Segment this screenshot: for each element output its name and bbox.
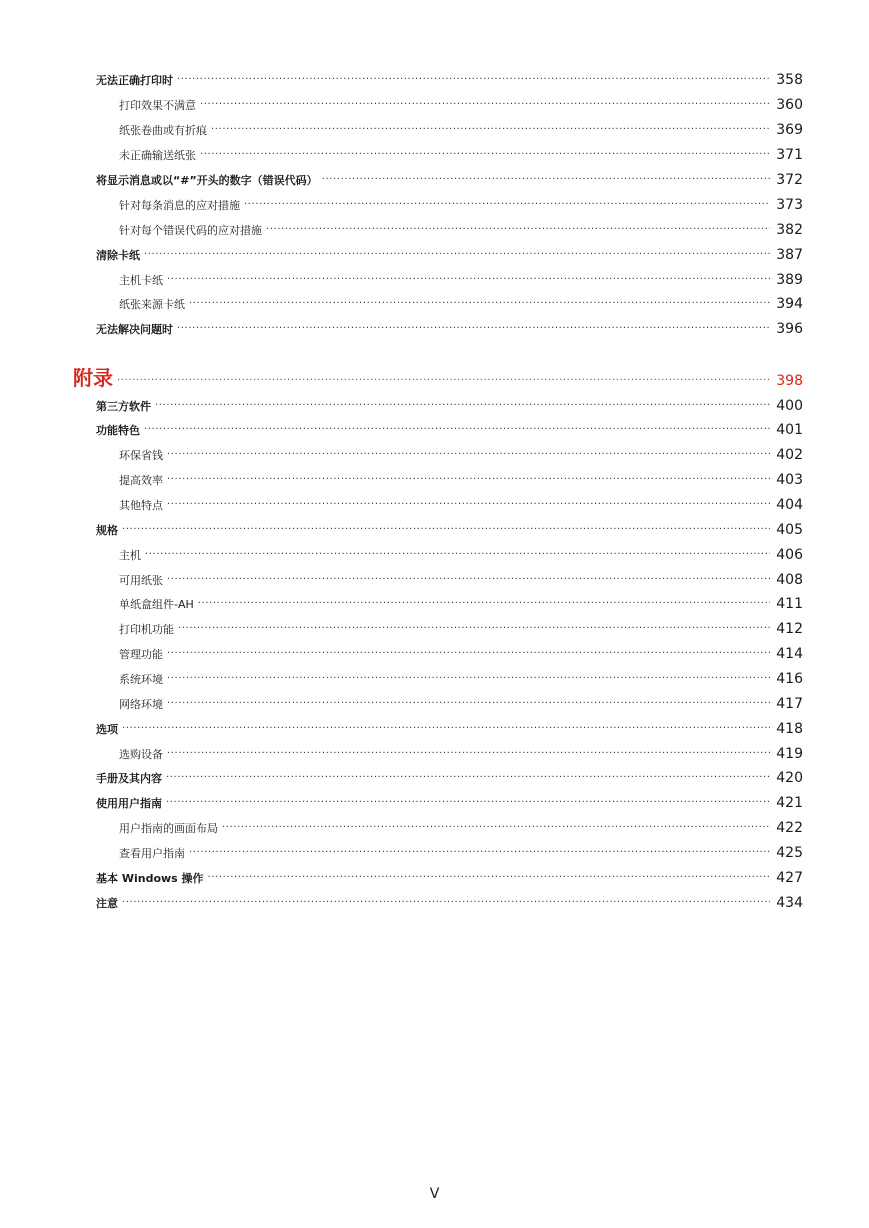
toc-entry-title: 纸张来源卡纸	[119, 298, 185, 312]
toc-entry[interactable]	[96, 394, 803, 414]
toc-entry-title: 单纸盒组件-AH	[119, 598, 194, 612]
toc-entry[interactable]	[96, 68, 803, 88]
toc-entry-title: 将显示消息或以“#”开头的数字（错误代码）	[96, 174, 318, 188]
toc-entry-title: 选购设备	[119, 748, 163, 762]
toc-entry[interactable]	[96, 717, 803, 737]
dot-leader	[155, 394, 770, 410]
toc-entry-title: 针对每个错误代码的应对措施	[119, 224, 262, 238]
toc-entry[interactable]	[119, 493, 803, 513]
toc-entry-page: 389	[776, 272, 803, 289]
dot-leader	[167, 642, 770, 658]
dot-leader	[166, 766, 770, 782]
toc-entry[interactable]	[96, 418, 803, 438]
toc-entry-title: 纸张卷曲或有折痕	[119, 124, 207, 138]
toc-entry-page: 412	[776, 621, 803, 638]
dot-leader	[167, 468, 770, 484]
toc-entry[interactable]	[96, 317, 803, 337]
toc-entry-title: 网络环境	[119, 698, 163, 712]
toc-entry[interactable]	[119, 543, 803, 563]
toc-entry-page: 403	[776, 472, 803, 489]
toc-entry[interactable]	[119, 642, 803, 662]
toc-entry-title: 系统环境	[119, 673, 163, 687]
toc-entry-title: 打印机功能	[119, 623, 174, 637]
dot-leader	[122, 891, 770, 907]
toc-entry-page: 414	[776, 646, 803, 663]
toc-entry-page: 396	[776, 321, 803, 338]
toc-entry-title: 无法解决问题时	[96, 323, 173, 337]
toc-entry-title: 未正确输送纸张	[119, 149, 196, 163]
toc-entry-page: 369	[776, 122, 803, 139]
toc-entry-title: 附录	[73, 365, 113, 390]
dot-leader	[144, 243, 770, 259]
toc-entry-page: 422	[776, 820, 803, 837]
toc-entry[interactable]	[119, 93, 803, 113]
dot-leader	[167, 692, 770, 708]
dot-leader	[167, 443, 770, 459]
toc-entry-title: 提高效率	[119, 474, 163, 488]
toc-entry-page: 420	[776, 770, 803, 787]
toc-entry-page: 382	[776, 222, 803, 239]
dot-leader	[145, 543, 770, 559]
dot-leader	[322, 168, 771, 184]
toc-entry-title: 基本 Windows 操作	[96, 872, 204, 886]
toc-chapter-entry[interactable]	[73, 362, 803, 391]
toc-entry-title: 查看用户指南	[119, 847, 185, 861]
toc-entry[interactable]	[119, 118, 803, 138]
toc-entry[interactable]	[119, 692, 803, 712]
dot-leader	[177, 317, 770, 333]
toc-entry-page: 360	[776, 97, 803, 114]
toc-entry-page: 421	[776, 795, 803, 812]
toc-entry-title: 主机	[119, 549, 141, 563]
toc-entry[interactable]	[96, 518, 803, 538]
toc-entry[interactable]	[119, 268, 803, 288]
dot-leader	[167, 268, 770, 284]
toc-entry-title: 用户指南的画面布局	[119, 822, 218, 836]
toc-entry-title: 规格	[96, 524, 118, 538]
dot-leader	[200, 143, 770, 159]
toc-entry[interactable]	[119, 218, 803, 238]
toc-entry[interactable]	[119, 143, 803, 163]
toc-entry[interactable]	[119, 592, 803, 612]
dot-leader	[189, 292, 770, 308]
dot-leader	[177, 68, 770, 84]
toc-entry-title: 手册及其内容	[96, 772, 162, 786]
toc-entry[interactable]	[96, 791, 803, 811]
toc-entry-page: 402	[776, 447, 803, 464]
toc-entry[interactable]	[96, 168, 803, 188]
toc-entry-page: 404	[776, 497, 803, 514]
toc-entry-title: 功能特色	[96, 424, 140, 438]
dot-leader	[144, 418, 770, 434]
toc-entry-page: 408	[776, 572, 803, 589]
toc-entry-page: 405	[776, 522, 803, 539]
toc-entry-title: 清除卡纸	[96, 249, 140, 263]
toc-entry-title: 其他特点	[119, 499, 163, 513]
dot-leader	[178, 617, 770, 633]
dot-leader	[167, 667, 770, 683]
toc-entry-page: 406	[776, 547, 803, 564]
dot-leader	[167, 493, 770, 509]
toc-entry[interactable]	[119, 468, 803, 488]
toc-entry[interactable]	[96, 866, 803, 886]
toc-entry[interactable]	[119, 841, 803, 861]
toc-entry-title: 注意	[96, 897, 118, 911]
toc-entry-title: 环保省钱	[119, 449, 163, 463]
toc-entry-page: 416	[776, 671, 803, 688]
toc-entry[interactable]	[119, 667, 803, 687]
dot-leader	[211, 118, 770, 134]
dot-leader	[200, 93, 770, 109]
toc-entry-title: 管理功能	[119, 648, 163, 662]
dot-leader	[244, 193, 770, 209]
dot-leader	[222, 816, 770, 832]
toc-entry-page: 400	[776, 398, 803, 415]
dot-leader	[117, 369, 770, 385]
toc-entry-title: 选项	[96, 723, 118, 737]
toc-entry[interactable]	[119, 568, 803, 588]
dot-leader	[198, 592, 771, 608]
dot-leader	[208, 866, 771, 882]
toc-entry-page: 417	[776, 696, 803, 713]
toc-entry-title: 无法正确打印时	[96, 74, 173, 88]
toc-entry[interactable]	[119, 816, 803, 836]
toc-entry[interactable]	[119, 193, 803, 213]
toc-entry-page: 434	[776, 895, 803, 912]
toc-entry-title: 针对每条消息的应对措施	[119, 199, 240, 213]
toc-entry[interactable]	[119, 742, 803, 762]
toc-entry-page: 387	[776, 247, 803, 264]
toc-entry-page: 371	[776, 147, 803, 164]
toc-entry[interactable]	[119, 292, 803, 312]
toc-entry-title: 可用纸张	[119, 574, 163, 588]
toc-entry-page: 419	[776, 746, 803, 763]
toc-entry-title: 主机卡纸	[119, 274, 163, 288]
dot-leader	[122, 717, 770, 733]
toc-entry-page: 372	[776, 172, 803, 189]
toc-entry-page: 427	[776, 870, 803, 887]
dot-leader	[166, 791, 770, 807]
dot-leader	[122, 518, 770, 534]
dot-leader	[167, 742, 770, 758]
toc-entry-page: 394	[776, 296, 803, 313]
toc-entry-page: 418	[776, 721, 803, 738]
dot-leader	[189, 841, 770, 857]
dot-leader	[266, 218, 770, 234]
toc-entry-page: 425	[776, 845, 803, 862]
toc-entry-page: 411	[776, 596, 803, 613]
toc-entry-page: 401	[776, 422, 803, 439]
toc-entry-title: 第三方软件	[96, 400, 151, 414]
toc-entry[interactable]	[119, 443, 803, 463]
toc-entry[interactable]	[96, 766, 803, 786]
toc-entry-title: 使用用户指南	[96, 797, 162, 811]
toc-entry-title: 打印效果不满意	[119, 99, 196, 113]
toc-entry[interactable]	[119, 617, 803, 637]
toc-entry-page: 358	[776, 72, 803, 89]
page-number: V	[429, 1186, 440, 1202]
toc-entry-page: 373	[776, 197, 803, 214]
dot-leader	[167, 568, 770, 584]
toc-entry[interactable]	[96, 243, 803, 263]
toc-entry[interactable]	[96, 891, 803, 911]
toc-entry-page: 398	[776, 372, 803, 389]
